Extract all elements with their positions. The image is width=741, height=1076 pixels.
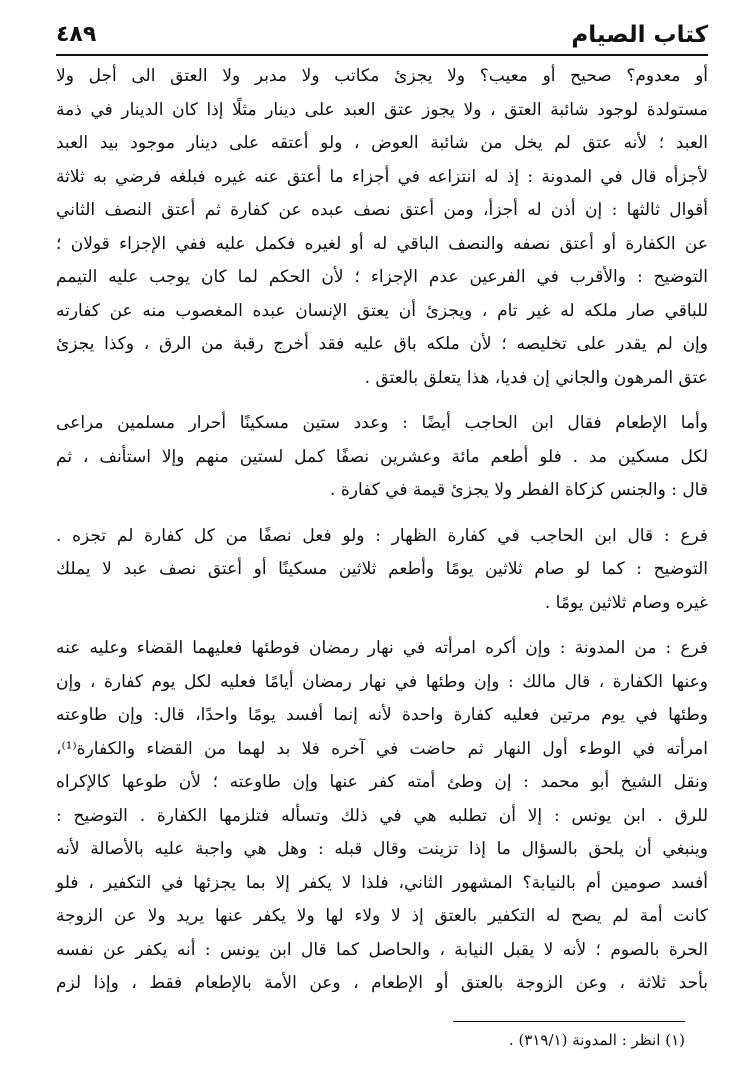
- chapter-title: كتاب الصيام: [571, 22, 708, 48]
- text-line: امرأته في الوطء أول النهار ثم حاضت في آخره فلا بد لهما من القضاء والكفارة⁽¹⁾،: [56, 738, 708, 759]
- text-line: الحرة بالصوم ؛ لأنه لا يقبل النيابة ، والحاصل كما قال ابن يونس : أنه يكفر عن نفسه: [56, 939, 708, 960]
- text-line: غيره وصام ثلاثين يومًا .: [544, 592, 708, 613]
- text-line: مستولدة لوجود شائبة العتق ، ولا يجوز عتق العبد على دينار مثلًا إذا كان الدينار في ذمة: [56, 99, 708, 120]
- text-line: وطئها في يوم مرتين فعليه كفارة واحدة لأنه إنما أفسد يومًا واحدًا، قال: وإن طاوعته: [56, 705, 709, 725]
- running-header: [56, 22, 708, 56]
- paragraph-4: [56, 632, 708, 1001]
- footnote-rule: [453, 1021, 685, 1022]
- text-line: التوضيح : كما لو صام ثلاثين يومًا وأطعم ثلاثين مسكينًا أو أعتق نصف عبد لا يملك: [56, 559, 708, 579]
- page-body: [56, 22, 708, 1011]
- text-line: كانت أمة لم يصح له التكفير بالعتق إذ لا ولاء لها ولا يكفر عنها يريد ولا عن الزوجة: [56, 906, 708, 926]
- text-line: لكل مسكين مد . فلو أطعم مائة وعشرين نصفًا كمل لستين منهم وإلا استأنف ، ثم: [56, 446, 708, 467]
- text-line: ونقل الشيخ أبو محمد : إن وطئ أمته كفر عنها وإن طاوعته ؛ لأن طوعها كالإكراه: [56, 772, 708, 792]
- paragraph-2: [56, 407, 708, 508]
- footnote: (١) انظر : المدونة (٣١٩/١) .: [508, 1031, 685, 1049]
- text-line: وإن لم يقدر على تخليصه ؛ لأن ملكه باق عليه فقد أخرج رقبة من الرق ، وكذا يجزئ: [56, 334, 708, 354]
- text-line: وأما الإطعام فقال ابن الحاجب أيضًا : وعدد ستين مسكينًا أحرار مسلمين مراعى: [56, 413, 708, 433]
- text-line: أقوال ثالثها : إن أذن له أجزأ، ومن أعتق نصف عبده عن كفارة ثم أعتق النصف الثاني: [56, 200, 708, 220]
- text-line: لأجزأه قال في المدونة : إذ له انتزاعه في أجزاء ما أعتق عنه غيره فبلغه فرضي به ثلاثة: [56, 166, 708, 187]
- text-line: عتق المرهون والجاني إن فديا، هذا يتعلق بالعتق .: [364, 367, 708, 388]
- paragraph-3: [56, 520, 708, 621]
- text-line: للباقي صار ملكه له غير تام ، ويجزئ أن يعتق الإنسان عبده المغصوب منه عن كفارته: [56, 300, 708, 321]
- text-line: العبد ؛ لأنه عتق لم يخل من شائبة العوض ، ولو أعتقه على دينار موجود بيد العبد: [56, 133, 708, 153]
- page-number: ٤٨٩: [56, 22, 97, 47]
- text-line: أفسد صومين أم بالنيابة؟ المشهور الثاني، فلذا لا يكفر إلا بما يجزئها في التكفير ، فلو: [56, 872, 708, 893]
- text-line: أو معدوم؟ صحيح أو معيب؟ ولا يجزئ مكاتب ولا مدبر ولا العتق الى أجل ولا: [56, 66, 708, 86]
- text-line: وينبغي أن يلحق بالسؤال ما إذا تزينت وقال قبله : وهل هي واجبة عليه بالأصالة لأنه: [56, 839, 708, 859]
- paragraph-1: [56, 60, 708, 395]
- text-line: فرع : من المدونة : وإن أكره امرأته في نهار رمضان فوطئها فعليهما القضاء وعليه عنه: [56, 638, 708, 658]
- text-line: فرع : قال ابن الحاجب في كفارة الظهار : ولو فعل نصفًا من كل كفارة لم تجزه .: [56, 525, 708, 546]
- text-line: وعنها الكفارة ، قال مالك : وإن وطئها في نهار رمضان أيامًا فعليه لكل يوم كفارة ، وإن: [56, 671, 708, 692]
- text-line: للرق . ابن يونس : إلا أن تطلبه هي في ذلك وتسأله فتلزمها الكفارة . التوضيح :: [56, 805, 708, 826]
- text-line: بأحد ثلاثة ، وعن الزوجة بالعتق أو الإطعام ، وعن الأمة بالإطعام فقط ، وإذا لزم: [56, 973, 708, 993]
- text-line: عن الكفارة أو أعتق نصفه والنصف الباقي له أو لغيره فكمل عليه ففي الإجزاء قولان ؛: [56, 233, 708, 254]
- text-line: قال : والجنس كزكاة الفطر ولا يجزئ قيمة في كفارة .: [330, 480, 708, 500]
- text-line: التوضيح : والأقرب في الفرعين عدم الإجزاء ؛ لأن الحكم لما كان يوجب عليه التيمم: [56, 267, 708, 287]
